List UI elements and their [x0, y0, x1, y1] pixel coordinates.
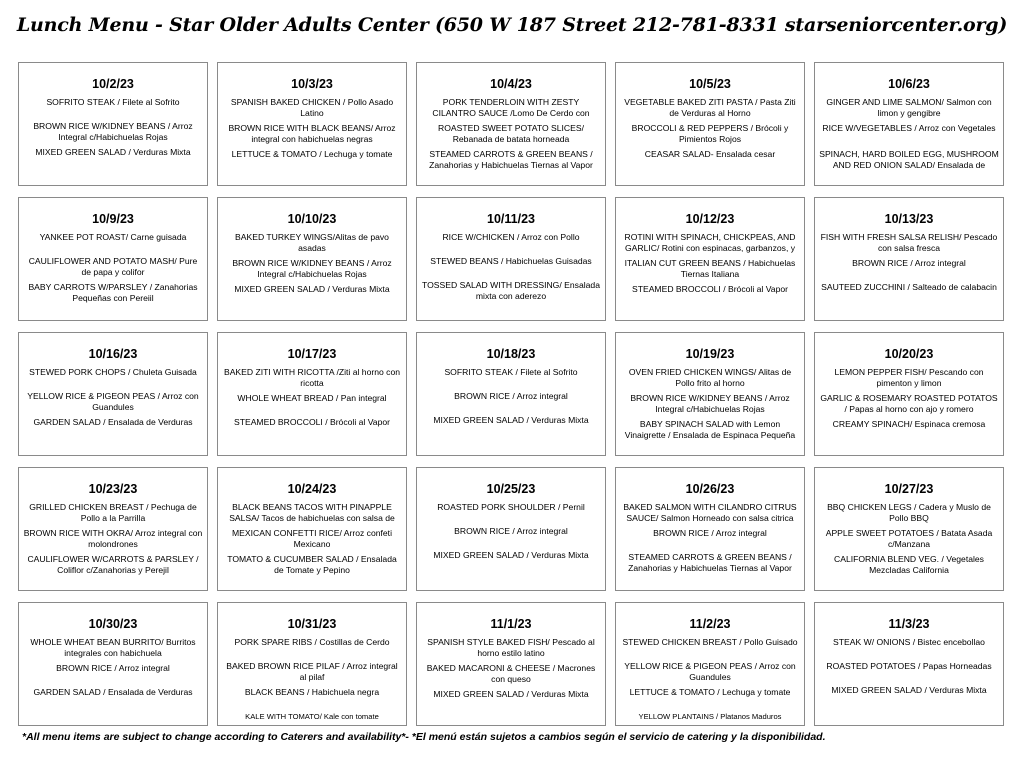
menu-item: BROWN RICE / Arroz integral: [653, 528, 767, 538]
menu-item: MIXED GREEN SALAD / Verduras Mixta: [433, 689, 589, 699]
menu-title: Lunch Menu - Star Older Adults Center (650 W 187 Street 212-781-8331 starseniorcenter.org): [16, 14, 1008, 36]
menu-item: BLACK BEANS / Habichuela negra: [244, 687, 380, 697]
menu-item: GARLIC & ROSEMARY ROASTED POTATOS / Papas al horno con ajo y romero: [820, 393, 998, 414]
day-cell: [416, 467, 606, 591]
menu-item: BROWN RICE W/KIDNEY BEANS / Arroz Integral c/Habichuelas Rojas: [33, 121, 193, 142]
menu-item: GINGER AND LIME SALMON/ Salmon con limon y gengibre: [826, 97, 992, 118]
menu-item: BAKED TURKEY WINGS/Alitas de pavo asadas: [235, 232, 389, 253]
day-cell: [217, 197, 407, 321]
day-cell: [18, 197, 208, 321]
menu-item: MIXED GREEN SALAD / Verduras Mixta: [234, 284, 390, 294]
menu-item: MEXICAN CONFETTI RICE/ Arroz confeti Mexicano: [232, 528, 392, 549]
day-date: 10/10/23: [287, 212, 337, 226]
menu-item: BROWN RICE / Arroz integral: [852, 258, 966, 268]
day-cell: [217, 62, 407, 186]
day-date: 11/2/23: [689, 617, 731, 631]
day-cell: [18, 62, 208, 186]
disclaimer-footer: *All menu items are subject to change according to Caterers and availability*- *El menú están sujetos a cambios según el servicio de catering y la disponibilidad.: [22, 731, 826, 743]
menu-item: STEWED CHICKEN BREAST / Pollo Guisado: [622, 637, 798, 647]
menu-item: FISH WITH FRESH SALSA RELISH/ Pescado con salsa fresca: [820, 232, 998, 253]
menu-item: MIXED GREEN SALAD / Verduras Mixta: [433, 415, 589, 425]
menu-item: APPLE SWEET POTATOES / Batata Asada c/Manzana: [825, 528, 993, 549]
menu-item: SPANISH STYLE BAKED FISH/ Pescado al horno estilo latino: [427, 637, 595, 658]
day-date: 10/27/23: [884, 482, 934, 496]
menu-item: CAULIFLOWER W/CARROTS & PARSLEY / Coliflor c/Zanahorias y Perejil: [27, 554, 199, 575]
menu-item: STEAK W/ ONIONS / Bistec encebollao: [833, 637, 985, 647]
day-date: 10/4/23: [490, 77, 532, 91]
menu-item: BROWN RICE WITH OKRA/ Arroz integral con molondrones: [23, 528, 203, 549]
day-date: 10/16/23: [88, 347, 138, 361]
day-date: 10/11/23: [487, 212, 535, 226]
menu-item: YELLOW PLANTAINS / Platanos Maduros: [638, 712, 782, 721]
day-cell: [18, 332, 208, 456]
menu-item: GARDEN SALAD / Ensalada de Verduras: [33, 687, 193, 697]
day-cell: [615, 332, 805, 456]
day-date: 10/25/23: [486, 482, 536, 496]
day-cell: [416, 62, 606, 186]
menu-item: ROTINI WITH SPINACH, CHICKPEAS, AND GARLIC/ Rotini con espinacas, garbanzos, y: [624, 232, 796, 253]
day-date: 10/19/23: [685, 347, 735, 361]
day-cell: [416, 332, 606, 456]
menu-item: BROWN RICE W/KIDNEY BEANS / Arroz Integral c/Habichuelas Rojas: [232, 258, 392, 279]
day-cell: [814, 332, 1004, 456]
menu-item: MIXED GREEN SALAD / Verduras Mixta: [831, 685, 987, 695]
menu-item: WHOLE WHEAT BREAD / Pan integral: [237, 393, 387, 403]
menu-item: BLACK BEANS TACOS WITH PINAPPLE SALSA/ Tacos de habichuelas con salsa de: [229, 502, 395, 523]
menu-item: STEWED PORK CHOPS / Chuleta Guisada: [29, 367, 197, 377]
menu-item: SPANISH BAKED CHICKEN / Pollo Asado Latino: [230, 97, 394, 118]
menu-item: LETTUCE & TOMATO / Lechuga y tomate: [231, 149, 393, 159]
menu-item: TOMATO & CUCUMBER SALAD / Ensalada de Tomate y Pepino: [227, 554, 397, 575]
menu-item: BROWN RICE / Arroz integral: [454, 391, 568, 401]
menu-item: BROWN RICE / Arroz integral: [454, 526, 568, 536]
day-cell: [814, 467, 1004, 591]
menu-item: BBQ CHICKEN LEGS / Cadera y Muslo de Pollo BBQ: [827, 502, 991, 523]
menu-item: PORK TENDERLOIN WITH ZESTY CILANTRO SAUCE /Lomo De Cerdo con: [432, 97, 590, 118]
day-date: 10/13/23: [884, 212, 934, 226]
day-cell: [615, 197, 805, 321]
menu-item: MIXED GREEN SALAD / Verduras Mixta: [35, 147, 191, 157]
day-date: 10/30/23: [88, 617, 138, 631]
menu-item: BROCCOLI & RED PEPPERS / Brócoli y Pimientos Rojos: [631, 123, 789, 144]
day-cell: [615, 467, 805, 591]
menu-item: BABY SPINACH SALAD with Lemon Vinaigrette / Ensalada de Espinaca Pequeña: [624, 419, 796, 440]
day-date: 10/31/23: [287, 617, 337, 631]
menu-item: CREAMY SPINACH/ Espinaca cremosa: [832, 419, 986, 429]
day-date: 10/20/23: [884, 347, 934, 361]
menu-item: SOFRITO STEAK / Filete al Sofrito: [46, 97, 180, 107]
menu-item: OVEN FRIED CHICKEN WINGS/ Alitas de Pollo frito al horno: [628, 367, 792, 388]
menu-item: RICE W/CHICKEN / Arroz con Pollo: [442, 232, 580, 242]
menu-item: ROASTED PORK SHOULDER / Pernil: [437, 502, 585, 512]
day-date: 10/23/23: [88, 482, 138, 496]
menu-item: BAKED BROWN RICE PILAF / Arroz integral al pilaf: [226, 661, 398, 682]
menu-item: MIXED GREEN SALAD / Verduras Mixta: [433, 550, 589, 560]
day-date: 10/6/23: [888, 77, 930, 91]
menu-item: SOFRITO STEAK / Filete al Sofrito: [444, 367, 578, 377]
menu-item: BABY CARROTS W/PARSLEY / Zanahorias Pequeñas con Pereiil: [28, 282, 198, 303]
menu-item: BAKED MACARONI & CHEESE / Macrones con queso: [426, 663, 596, 684]
menu-item: BROWN RICE WITH BLACK BEANS/ Arroz integral con habichuelas negras: [228, 123, 396, 144]
day-cell: [18, 467, 208, 591]
day-cell: [18, 602, 208, 726]
day-cell: [615, 62, 805, 186]
menu-item: CAULIFLOWER AND POTATO MASH/ Pure de papa y colifor: [28, 256, 198, 277]
day-cell: [416, 602, 606, 726]
menu-item: BROWN RICE W/KIDNEY BEANS / Arroz Integral c/Habichuelas Rojas: [630, 393, 790, 414]
day-cell: [615, 602, 805, 726]
menu-item: GARDEN SALAD / Ensalada de Verduras: [33, 417, 193, 427]
day-date: 10/2/23: [92, 77, 134, 91]
menu-item: ROASTED SWEET POTATO SLICES/ Rebanada de batata horneada: [438, 123, 584, 144]
menu-item: BAKED ZITI WITH RICOTTA /Ziti al horno con ricotta: [223, 367, 401, 388]
menu-item: SAUTEED ZUCCHINI / Salteado de calabacin: [821, 282, 997, 292]
menu-item: CEASAR SALAD- Ensalada cesar: [644, 149, 776, 159]
menu-grid: [18, 62, 1004, 726]
day-date: 10/9/23: [92, 212, 134, 226]
menu-item: ITALIAN CUT GREEN BEANS / Habichuelas Tiernas Italiana: [624, 258, 796, 279]
day-cell: [217, 602, 407, 726]
menu-item: YELLOW RICE & PIGEON PEAS / Arroz con Guandules: [624, 661, 796, 682]
day-cell: [814, 62, 1004, 186]
day-cell: [814, 602, 1004, 726]
menu-item: LEMON PEPPER FISH/ Pescando con pimenton y limon: [834, 367, 984, 388]
day-cell: [217, 467, 407, 591]
menu-item: STEWED BEANS / Habichuelas Guisadas: [430, 256, 592, 266]
day-date: 10/18/23: [486, 347, 536, 361]
menu-item: VEGETABLE BAKED ZITI PASTA / Pasta Ziti de Verduras al Horno: [624, 97, 796, 118]
menu-item: PORK SPARE RIBS / Costillas de Cerdo: [234, 637, 390, 647]
menu-item: STEAMED BROCCOLI / Brócoli al Vapor: [233, 417, 390, 427]
menu-item: LETTUCE & TOMATO / Lechuga y tomate: [629, 687, 791, 697]
menu-item: TOSSED SALAD WITH DRESSING/ Ensalada mixta con aderezo: [422, 280, 600, 301]
menu-item: STEAMED CARROTS & GREEN BEANS / Zanahorias y Habichuelas Tiernas al Vapor: [429, 149, 593, 170]
menu-item: WHOLE WHEAT BEAN BURRITO/ Burritos integrales con habichuela: [30, 637, 196, 658]
day-date: 10/24/23: [287, 482, 337, 496]
menu-item: CALIFORNIA BLEND VEG. / Vegetales Mezcladas California: [834, 554, 984, 575]
day-date: 10/26/23: [685, 482, 735, 496]
day-date: 10/3/23: [291, 77, 333, 91]
menu-item: BROWN RICE / Arroz integral: [56, 663, 170, 673]
menu-item: KALE WITH TOMATO/ Kale con tomate: [245, 712, 379, 721]
day-date: 11/3/23: [888, 617, 930, 631]
menu-item: RICE W/VEGETABLES / Arroz con Vegetales: [822, 123, 996, 133]
menu-item: BAKED SALMON WITH CILANDRO CITRUS SAUCE/ Salmon Horneado con salsa citrica: [623, 502, 797, 523]
day-cell: [814, 197, 1004, 321]
day-cell: [217, 332, 407, 456]
menu-item: STEAMED CARROTS & GREEN BEANS / Zanahorias y Habichuelas Tiernas al Vapor: [628, 552, 792, 573]
menu-item: GRILLED CHICKEN BREAST / Pechuga de Pollo a la Parrilla: [29, 502, 197, 523]
day-date: 10/17/23: [287, 347, 337, 361]
menu-item: YANKEE POT ROAST/ Carne guisada: [39, 232, 187, 242]
day-date: 10/5/23: [689, 77, 731, 91]
day-cell: [416, 197, 606, 321]
day-date: 11/1/23: [490, 617, 532, 631]
menu-item: YELLOW RICE & PIGEON PEAS / Arroz con Guandules: [27, 391, 199, 412]
menu-item: SPINACH, HARD BOILED EGG, MUSHROOM AND RED ONION SALAD/ Ensalada de: [819, 149, 999, 170]
menu-item: ROASTED POTATOES / Papas Horneadas: [826, 661, 992, 671]
day-date: 10/12/23: [685, 212, 735, 226]
menu-item: STEAMED BROCCOLI / Brócoli al Vapor: [631, 284, 788, 294]
